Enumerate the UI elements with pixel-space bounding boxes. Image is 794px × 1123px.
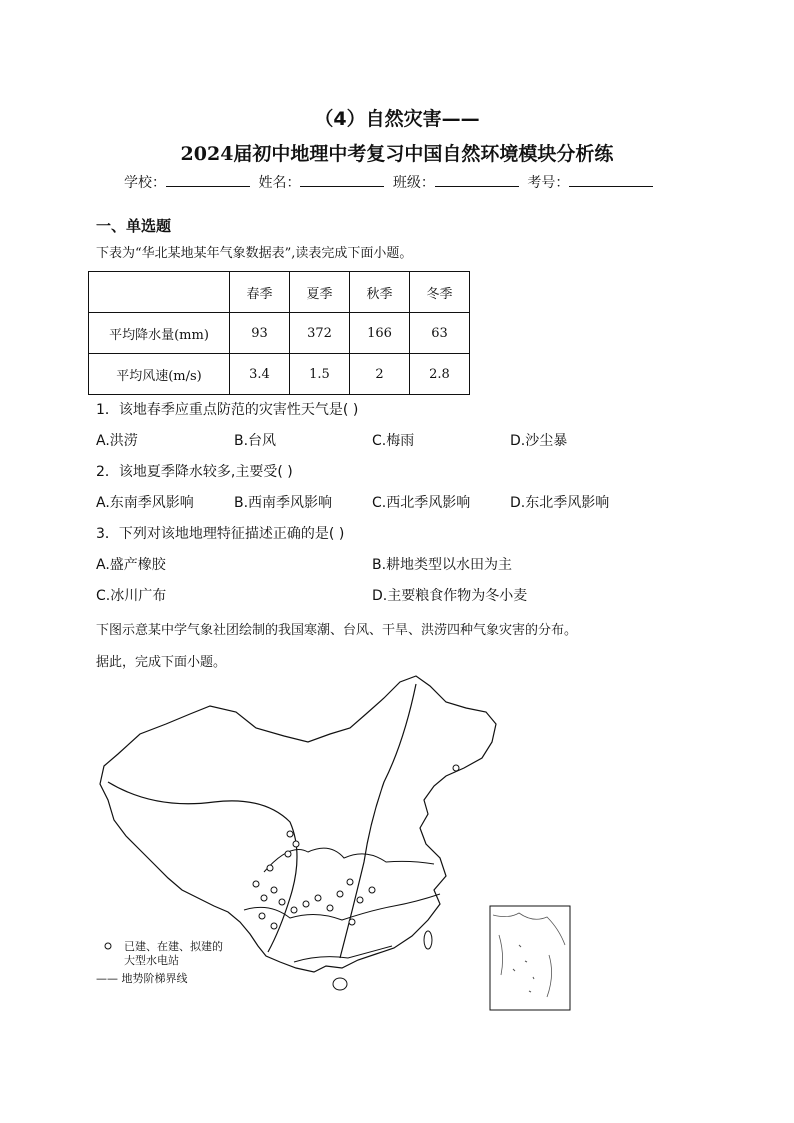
china-outline: [100, 676, 496, 972]
table-row: [89, 313, 470, 354]
question-1-option-c[interactable]: C.梅雨: [372, 433, 415, 449]
name-label: 姓名：: [258, 175, 301, 191]
table-cell: 2.8: [410, 354, 470, 395]
hydropower-station: [285, 851, 291, 857]
hydropower-station: [349, 919, 355, 925]
hydropower-station: [357, 897, 363, 903]
hydropower-station: [303, 901, 309, 907]
section-title: 一、单选题: [96, 217, 172, 235]
legend-line-label: 地势阶梯界线: [121, 972, 188, 985]
south-china-sea-inset: [489, 905, 571, 1011]
table-header-cell: 夏季: [290, 272, 350, 313]
hydropower-station: [327, 905, 333, 911]
table-cell: 1.5: [290, 354, 350, 395]
hainan-island: [333, 978, 347, 990]
question-2-option-a[interactable]: A.东南季风影响: [96, 495, 194, 511]
hydropower-station: [453, 765, 459, 771]
question-3-stem: 3．下列对该地地理特征描述正确的是( ): [96, 526, 345, 542]
legend-line-symbol: ——: [96, 972, 118, 985]
map-legend: [124, 940, 223, 968]
table-cell: 3.4: [230, 354, 290, 395]
table-cell: 63: [410, 313, 470, 354]
table-cell: 2: [350, 354, 410, 395]
hydropower-station: [287, 831, 293, 837]
table-intro: 下表为“华北某地某年气象数据表”,读表完成下面小题。: [96, 246, 413, 261]
hydropower-station: [337, 891, 343, 897]
map-intro-line-1: 下图示意某中学气象社团绘制的我国寒潮、台风、干旱、洪涝四种气象灾害的分布。: [96, 623, 578, 638]
hydropower-station: [261, 895, 267, 901]
question-2-stem: 2．该地夏季降水较多,主要受( ): [96, 464, 293, 480]
table-cell: 平均风速(m/s): [89, 354, 230, 395]
question-3-option-a[interactable]: A.盛产橡胶: [96, 557, 166, 573]
hydropower-station: [253, 881, 259, 887]
table-cell: 93: [230, 313, 290, 354]
question-1-option-a[interactable]: A.洪涝: [96, 433, 138, 449]
table-header-row: [89, 272, 470, 313]
table-cell: 372: [290, 313, 350, 354]
weather-data-table: [88, 271, 470, 395]
hydropower-station: [279, 899, 285, 905]
hydropower-station: [315, 895, 321, 901]
taiwan-island: [424, 931, 432, 949]
question-3-option-d[interactable]: D.主要粮食作物为冬小麦: [372, 588, 528, 604]
table-header-cell: 秋季: [350, 272, 410, 313]
class-blank[interactable]: [435, 172, 519, 187]
school-blank[interactable]: [166, 172, 250, 187]
hydropower-station: [271, 923, 277, 929]
hydropower-station: [347, 879, 353, 885]
exam-number-label: 考号：: [527, 175, 570, 191]
class-label: 班级：: [392, 175, 435, 191]
title-line-1: （4）自然灾害——: [314, 108, 480, 130]
question-2-option-b[interactable]: B.西南季风影响: [234, 495, 333, 511]
hydropower-station: [259, 913, 265, 919]
student-info-fields: [124, 172, 657, 192]
hydropower-station: [293, 841, 299, 847]
table-cell: 平均降水量(mm): [89, 313, 230, 354]
table-header-cell: [89, 272, 230, 313]
name-blank[interactable]: [300, 172, 384, 187]
question-3-option-c[interactable]: C.冰川广布: [96, 588, 167, 604]
table-cell: 166: [350, 313, 410, 354]
hydropower-station: [267, 865, 273, 871]
question-3-option-b[interactable]: B.耕地类型以水田为主: [372, 557, 513, 573]
legend-station-label-2: 大型水电站: [124, 954, 179, 967]
question-2-option-d[interactable]: D.东北季风影响: [510, 495, 610, 511]
legend-station-label: 已建、在建、拟建的: [124, 940, 223, 953]
school-label: 学校：: [124, 175, 166, 191]
hydropower-station: [369, 887, 375, 893]
exam-number-blank[interactable]: [569, 172, 653, 187]
legend-station-icon: [105, 943, 111, 949]
map-intro-line-2: 据此，完成下面小题。: [96, 655, 227, 670]
table-row: [89, 354, 470, 395]
question-1-option-d[interactable]: D.沙尘暴: [510, 433, 568, 449]
hydropower-station: [291, 907, 297, 913]
hydropower-stations: [253, 765, 459, 929]
question-2-option-c[interactable]: C.西北季风影响: [372, 495, 471, 511]
question-1-option-b[interactable]: B.台风: [234, 433, 277, 449]
hydropower-station: [271, 887, 277, 893]
title-line-2: 2024届初中地理中考复习中国自然环境模块分析练: [180, 143, 614, 165]
legend-line-row: [96, 970, 188, 986]
question-1-stem: 1．该地春季应重点防范的灾害性天气是( ): [96, 402, 359, 418]
yangtze-river: [244, 894, 440, 920]
table-header-cell: 春季: [230, 272, 290, 313]
table-header-cell: 冬季: [410, 272, 470, 313]
